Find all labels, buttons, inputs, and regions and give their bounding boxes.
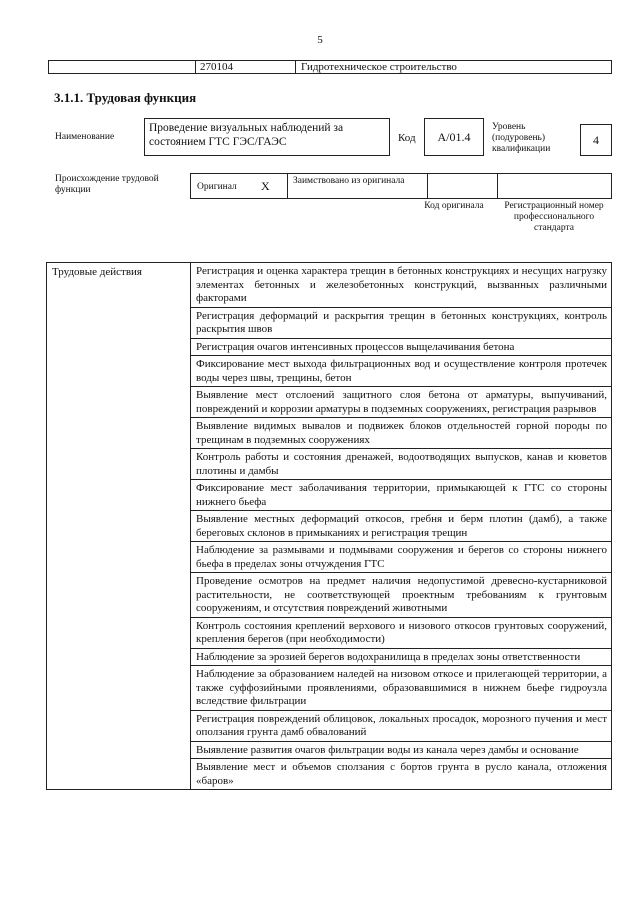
divider: [497, 174, 498, 198]
origin-label: Происхождение трудовой функции: [55, 174, 159, 195]
code-table-empty-cell: [49, 61, 196, 73]
labor-actions-list: [191, 263, 611, 789]
level-label: Уровень (подуровень) квалификации: [492, 122, 551, 154]
divider: [427, 174, 428, 198]
labor-actions-table: [46, 262, 612, 790]
original-label: Оригинал: [197, 182, 237, 192]
labor-action-row: Выявление развития очагов фильтрации воды из канала через дамбы и основание: [191, 742, 611, 760]
original-mark: X: [261, 179, 270, 193]
labor-action-row: Фиксирование мест выхода фильтрационных вод и осуществление контроля протечек воды через швы, трещины, бетон: [191, 356, 611, 387]
function-code-box: А/01.4: [424, 118, 484, 156]
labor-action-row: Регистрация и оценка характера трещин в бетонных конструкциях и несущих нагрузку элементах бетонных и железобетонных конструкций, вызванных различными факторами: [191, 263, 611, 308]
labor-action-row: Выявление видимых вывалов и подвижек блоков отдельностей горной породы по трещинам в подземных сооружениях: [191, 418, 611, 449]
labor-action-row: Выявление мест отслоений защитного слоя бетона от арматуры, выпучиваний, повреждений и коррозии арматуры в подземных сооружениях, регистрация разрывов: [191, 387, 611, 418]
labor-action-row: Наблюдение за образованием наледей на низовом откосе и прилегающей территории, а также суффозийными проявлениями, образовавшимися в нижнем бьефе гидроузла вследствие фильтрации: [191, 666, 611, 711]
labor-action-row: Регистрация деформаций и раскрытия трещин в бетонных конструкциях, контроль раскрытия швов: [191, 308, 611, 339]
labor-action-row: Контроль работы и состояния дренажей, водоотводящих выпусков, канав и кюветов плотины и дамбы: [191, 449, 611, 480]
labor-actions-label: Трудовые действия: [47, 263, 191, 789]
labor-action-row: Регистрация очагов интенсивных процессов выщелачивания бетона: [191, 339, 611, 357]
labor-action-row: Фиксирование мест заболачивания территории, примыкающей к ГТС со стороны нижнего бьефа: [191, 480, 611, 511]
name-label: Наименование: [55, 132, 115, 142]
page-number: 5: [317, 34, 323, 46]
code-cell: 270104: [195, 61, 296, 73]
labor-action-row: Выявление местных деформаций откосов, гребня и берм плотин (дамб), а также береговых склонов в примыканиях и регистрация трещин: [191, 511, 611, 542]
borrowed-label: Заимствовано из оригинала: [293, 176, 405, 186]
code-label: Код: [398, 132, 416, 144]
code-table: [48, 60, 612, 74]
labor-action-row: Наблюдение за размывами и подмывами сооружения и берегов со стороны нижнего бьефа в пределах зоны отчуждения ГТС: [191, 542, 611, 573]
labor-action-row: Выявление мест и объемов сползания с бортов грунта в русло канала, отложения «баров»: [196, 761, 607, 787]
labor-action-row: Наблюдение за эрозией берегов водохранилища в пределах зоны ответственности: [191, 649, 611, 667]
function-name-box: Проведение визуальных наблюдений за состоянием ГТС ГЭС/ГАЭС: [144, 118, 390, 156]
code-name-cell: Гидротехническое строительство: [301, 61, 457, 73]
level-box: 4: [580, 124, 612, 156]
divider: [287, 174, 288, 198]
labor-action-row: Регистрация повреждений облицовок, локальных просадок, морозного пучения и мест оползания грунта дамб обвалований: [191, 711, 611, 742]
section-title: 3.1.1. Трудовая функция: [54, 90, 197, 105]
labor-action-row: Контроль состояния креплений верхового и низового откосов грунтовых сооружений, крепления берегов (при необходимости): [191, 618, 611, 649]
labor-action-row: Проведение осмотров на предмет наличия недопустимой древесно-кустарниковой растительности, не соответствующей проектным требованиям к грунтовым сооружениям, и отсутствия повреждений животными: [191, 573, 611, 618]
reg-number-label: Регистрационный номер профессионального стандарта: [504, 201, 604, 233]
origin-table: [190, 173, 612, 199]
code-original-label: Код оригинала: [424, 201, 484, 211]
